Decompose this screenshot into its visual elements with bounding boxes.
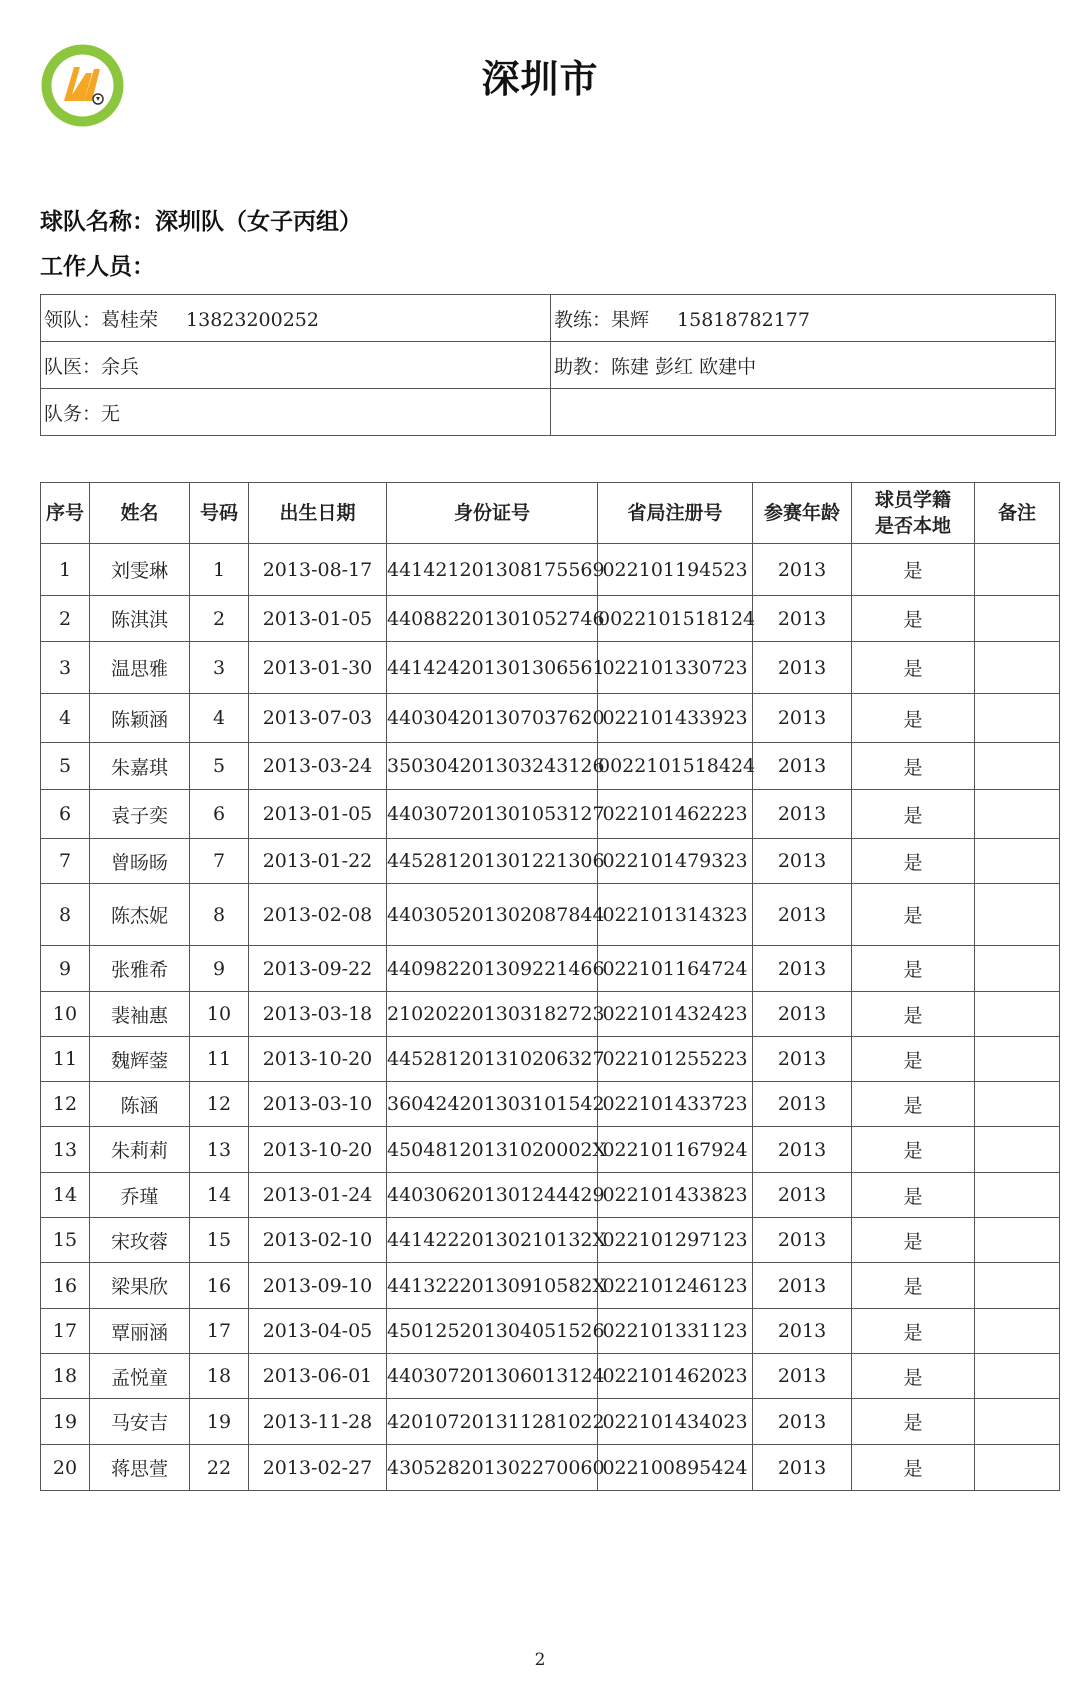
table-row: [41, 790, 1060, 839]
cell-reg: 022101462223: [598, 790, 753, 839]
cell-name: 宋玫蓉: [90, 1218, 190, 1263]
cell-dob: 2013-04-05: [249, 1309, 387, 1354]
table-row: [41, 743, 1060, 790]
cell-dob: 2013-10-20: [249, 1037, 387, 1082]
cell-local: 是: [852, 946, 975, 992]
cell-seq: 12: [41, 1082, 90, 1127]
cell-name: 魏辉蓥: [90, 1037, 190, 1082]
cell-local: 是: [852, 694, 975, 743]
cell-dob: 2013-02-10: [249, 1218, 387, 1263]
roster-table: [40, 482, 1060, 1491]
cell-reg: 022101479323: [598, 839, 753, 884]
cell-seq: 3: [41, 642, 90, 694]
cell-local: 是: [852, 839, 975, 884]
cell-age: 2013: [753, 1309, 852, 1354]
cell-age: 2013: [753, 1399, 852, 1445]
cell-age: 2013: [753, 544, 852, 596]
cell-number: 4: [190, 694, 249, 743]
header-local: [852, 483, 975, 544]
cell-dob: 2013-02-27: [249, 1445, 387, 1491]
cell-number: 10: [190, 992, 249, 1037]
staff-row: [41, 342, 1056, 389]
roster-body: [41, 544, 1060, 1491]
cell-age: 2013: [753, 946, 852, 992]
cell-id: 210202201303182723: [387, 992, 598, 1037]
cell-reg: 022101433823: [598, 1173, 753, 1218]
cell-name: 陈涵: [90, 1082, 190, 1127]
cell-name: 裴袖惠: [90, 992, 190, 1037]
cell-number: 13: [190, 1127, 249, 1173]
cell-local: 是: [852, 544, 975, 596]
staff-heading: 工作人员：: [40, 254, 155, 280]
cell-note: [975, 1263, 1060, 1309]
cell-id: 440304201307037620: [387, 694, 598, 743]
cell-number: 22: [190, 1445, 249, 1491]
cell-seq: 9: [41, 946, 90, 992]
cell-age: 2013: [753, 839, 852, 884]
cell-reg: 0022101518124: [598, 596, 753, 642]
cell-local: 是: [852, 884, 975, 946]
table-row: [41, 596, 1060, 642]
cell-id: 430528201302270060: [387, 1445, 598, 1491]
cell-seq: 6: [41, 790, 90, 839]
header-name: 姓名: [90, 483, 190, 544]
cell-seq: 14: [41, 1173, 90, 1218]
cell-local: 是: [852, 1445, 975, 1491]
cell-note: [975, 1127, 1060, 1173]
cell-note: [975, 790, 1060, 839]
cell-id: 45048120131020002X: [387, 1127, 598, 1173]
cell-seq: 15: [41, 1218, 90, 1263]
cell-id: 440982201309221466: [387, 946, 598, 992]
cell-age: 2013: [753, 1218, 852, 1263]
cell-note: [975, 1037, 1060, 1082]
cell-number: 6: [190, 790, 249, 839]
cell-id: 44132220130910582X: [387, 1263, 598, 1309]
cell-id: 440882201301052746: [387, 596, 598, 642]
cell-reg: 022101255223: [598, 1037, 753, 1082]
cell-note: [975, 1445, 1060, 1491]
cell-reg: 022101297123: [598, 1218, 753, 1263]
cell-name: 刘雯琳: [90, 544, 190, 596]
cell-note: [975, 884, 1060, 946]
cell-number: 12: [190, 1082, 249, 1127]
cell-local: 是: [852, 1127, 975, 1173]
doctor-cell: 队医：余兵: [41, 342, 551, 389]
cell-dob: 2013-07-03: [249, 694, 387, 743]
cell-id: 445281201310206327: [387, 1037, 598, 1082]
coach-cell: [551, 295, 1056, 342]
table-row: [41, 1173, 1060, 1218]
cell-reg: 022101164724: [598, 946, 753, 992]
cell-seq: 13: [41, 1127, 90, 1173]
cell-reg: 022101246123: [598, 1263, 753, 1309]
cell-seq: 20: [41, 1445, 90, 1491]
table-row: [41, 1127, 1060, 1173]
header-local-line2: 是否本地: [874, 515, 951, 537]
cell-id: 440305201302087844: [387, 884, 598, 946]
cell-reg: 022100895424: [598, 1445, 753, 1491]
cell-id: 440307201306013124: [387, 1354, 598, 1399]
cell-id: 350304201303243126: [387, 743, 598, 790]
cell-note: [975, 1173, 1060, 1218]
cell-seq: 1: [41, 544, 90, 596]
cell-number: 2: [190, 596, 249, 642]
table-row: [41, 839, 1060, 884]
header-dob: 出生日期: [249, 483, 387, 544]
cell-dob: 2013-03-18: [249, 992, 387, 1037]
staff-row: [41, 295, 1056, 342]
cell-local: 是: [852, 743, 975, 790]
cell-dob: 2013-09-10: [249, 1263, 387, 1309]
cell-local: 是: [852, 790, 975, 839]
cell-local: 是: [852, 992, 975, 1037]
cell-note: [975, 596, 1060, 642]
cell-name: 陈颖涵: [90, 694, 190, 743]
roster-header-row: [41, 483, 1060, 544]
cell-number: 15: [190, 1218, 249, 1263]
cell-age: 2013: [753, 992, 852, 1037]
leader-cell: [41, 295, 551, 342]
team-name-line: 球队名称：深圳队（女子丙组）: [40, 209, 362, 235]
cell-number: 17: [190, 1309, 249, 1354]
cell-dob: 2013-08-17: [249, 544, 387, 596]
cell-dob: 2013-06-01: [249, 1354, 387, 1399]
cell-age: 2013: [753, 596, 852, 642]
cell-id: 450125201304051526: [387, 1309, 598, 1354]
cell-name: 曾旸旸: [90, 839, 190, 884]
cell-seq: 17: [41, 1309, 90, 1354]
cell-seq: 19: [41, 1399, 90, 1445]
cell-reg: 022101433723: [598, 1082, 753, 1127]
cell-dob: 2013-10-20: [249, 1127, 387, 1173]
cell-age: 2013: [753, 1082, 852, 1127]
cell-age: 2013: [753, 1354, 852, 1399]
cell-name: 覃丽涵: [90, 1309, 190, 1354]
table-row: [41, 694, 1060, 743]
cell-reg: 0022101518424: [598, 743, 753, 790]
cell-reg: 022101330723: [598, 642, 753, 694]
cell-number: 16: [190, 1263, 249, 1309]
cell-dob: 2013-01-05: [249, 596, 387, 642]
cell-reg: 022101314323: [598, 884, 753, 946]
cell-reg: 022101432423: [598, 992, 753, 1037]
cell-reg: 022101434023: [598, 1399, 753, 1445]
header-number: 号码: [190, 483, 249, 544]
staff-row: [41, 389, 1056, 436]
cell-note: [975, 1309, 1060, 1354]
cell-note: [975, 1082, 1060, 1127]
table-row: [41, 1218, 1060, 1263]
cell-dob: 2013-01-05: [249, 790, 387, 839]
cell-local: 是: [852, 1263, 975, 1309]
cell-age: 2013: [753, 1173, 852, 1218]
cell-id: 441421201308175569: [387, 544, 598, 596]
cell-name: 蒋思萱: [90, 1445, 190, 1491]
cell-dob: 2013-01-22: [249, 839, 387, 884]
cell-name: 朱嘉琪: [90, 743, 190, 790]
table-row: [41, 884, 1060, 946]
cell-reg: 022101194523: [598, 544, 753, 596]
cell-number: 1: [190, 544, 249, 596]
header-note: 备注: [975, 483, 1060, 544]
cell-note: [975, 839, 1060, 884]
cell-local: 是: [852, 642, 975, 694]
table-row: [41, 1037, 1060, 1082]
cell-seq: 2: [41, 596, 90, 642]
header-seq: 序号: [41, 483, 90, 544]
cell-age: 2013: [753, 1127, 852, 1173]
table-row: [41, 1354, 1060, 1399]
cell-age: 2013: [753, 790, 852, 839]
cell-number: 14: [190, 1173, 249, 1218]
header-local-line1: 球员学籍: [874, 489, 951, 511]
cell-id: 420107201311281022: [387, 1399, 598, 1445]
cell-reg: 022101167924: [598, 1127, 753, 1173]
cell-local: 是: [852, 1218, 975, 1263]
cell-local: 是: [852, 596, 975, 642]
cell-dob: 2013-03-24: [249, 743, 387, 790]
cell-note: [975, 1354, 1060, 1399]
cell-age: 2013: [753, 1445, 852, 1491]
table-row: [41, 1263, 1060, 1309]
cell-age: 2013: [753, 642, 852, 694]
header-id: 身份证号: [387, 483, 598, 544]
header-reg: 省局注册号: [598, 483, 753, 544]
cell-number: 7: [190, 839, 249, 884]
cell-number: 19: [190, 1399, 249, 1445]
cell-id: 445281201301221306: [387, 839, 598, 884]
cell-number: 5: [190, 743, 249, 790]
cell-id: 440306201301244429: [387, 1173, 598, 1218]
cell-note: [975, 1399, 1060, 1445]
cell-note: [975, 992, 1060, 1037]
cell-age: 2013: [753, 1037, 852, 1082]
staff-table: [40, 294, 1056, 436]
cell-local: 是: [852, 1399, 975, 1445]
cell-note: [975, 694, 1060, 743]
table-row: [41, 642, 1060, 694]
cell-note: [975, 544, 1060, 596]
cell-seq: 18: [41, 1354, 90, 1399]
cell-dob: 2013-09-22: [249, 946, 387, 992]
leader-phone: 13823200252: [186, 308, 319, 331]
table-row: [41, 544, 1060, 596]
affairs-cell: 队务：无: [41, 389, 551, 436]
cell-seq: 8: [41, 884, 90, 946]
cell-dob: 2013-11-28: [249, 1399, 387, 1445]
table-row: [41, 1309, 1060, 1354]
cell-note: [975, 743, 1060, 790]
cell-name: 马安吉: [90, 1399, 190, 1445]
cell-name: 乔瑾: [90, 1173, 190, 1218]
cell-age: 2013: [753, 884, 852, 946]
cell-local: 是: [852, 1173, 975, 1218]
leader-label: 领队：葛桂荣: [44, 308, 159, 331]
cell-name: 陈杰妮: [90, 884, 190, 946]
cell-seq: 11: [41, 1037, 90, 1082]
page-number: 2: [534, 1650, 546, 1670]
cell-dob: 2013-02-08: [249, 884, 387, 946]
table-row: [41, 1082, 1060, 1127]
cell-name: 朱莉莉: [90, 1127, 190, 1173]
cell-seq: 7: [41, 839, 90, 884]
cell-note: [975, 1218, 1060, 1263]
coach-label: 教练：果辉: [554, 308, 650, 331]
cell-dob: 2013-03-10: [249, 1082, 387, 1127]
cell-number: 18: [190, 1354, 249, 1399]
cell-number: 8: [190, 884, 249, 946]
assistants-cell: 助教：陈建 彭红 欧建中: [551, 342, 1056, 389]
cell-reg: 022101331123: [598, 1309, 753, 1354]
cell-reg: 022101462023: [598, 1354, 753, 1399]
cell-id: 44142220130210132X: [387, 1218, 598, 1263]
cell-seq: 4: [41, 694, 90, 743]
table-row: [41, 992, 1060, 1037]
cell-dob: 2013-01-30: [249, 642, 387, 694]
cell-seq: 10: [41, 992, 90, 1037]
cell-seq: 5: [41, 743, 90, 790]
cell-number: 3: [190, 642, 249, 694]
cell-reg: 022101433923: [598, 694, 753, 743]
cell-local: 是: [852, 1309, 975, 1354]
cell-name: 张雅希: [90, 946, 190, 992]
cell-id: 440307201301053127: [387, 790, 598, 839]
cell-number: 11: [190, 1037, 249, 1082]
cell-name: 袁子奕: [90, 790, 190, 839]
cell-local: 是: [852, 1037, 975, 1082]
coach-phone: 15818782177: [677, 308, 810, 331]
cell-local: 是: [852, 1354, 975, 1399]
empty-cell: [551, 389, 1056, 436]
table-row: [41, 1445, 1060, 1491]
cell-name: 陈淇淇: [90, 596, 190, 642]
cell-dob: 2013-01-24: [249, 1173, 387, 1218]
cell-seq: 16: [41, 1263, 90, 1309]
cell-id: 441424201301306561: [387, 642, 598, 694]
cell-age: 2013: [753, 1263, 852, 1309]
cell-age: 2013: [753, 743, 852, 790]
cell-number: 9: [190, 946, 249, 992]
header-age: 参赛年龄: [753, 483, 852, 544]
table-row: [41, 1399, 1060, 1445]
cell-note: [975, 946, 1060, 992]
cell-name: 孟悦童: [90, 1354, 190, 1399]
page-title: 深圳市: [481, 57, 599, 101]
cell-name: 温思雅: [90, 642, 190, 694]
cell-age: 2013: [753, 694, 852, 743]
cell-local: 是: [852, 1082, 975, 1127]
cell-name: 梁果欣: [90, 1263, 190, 1309]
cell-id: 360424201303101542: [387, 1082, 598, 1127]
cell-note: [975, 642, 1060, 694]
table-row: [41, 946, 1060, 992]
